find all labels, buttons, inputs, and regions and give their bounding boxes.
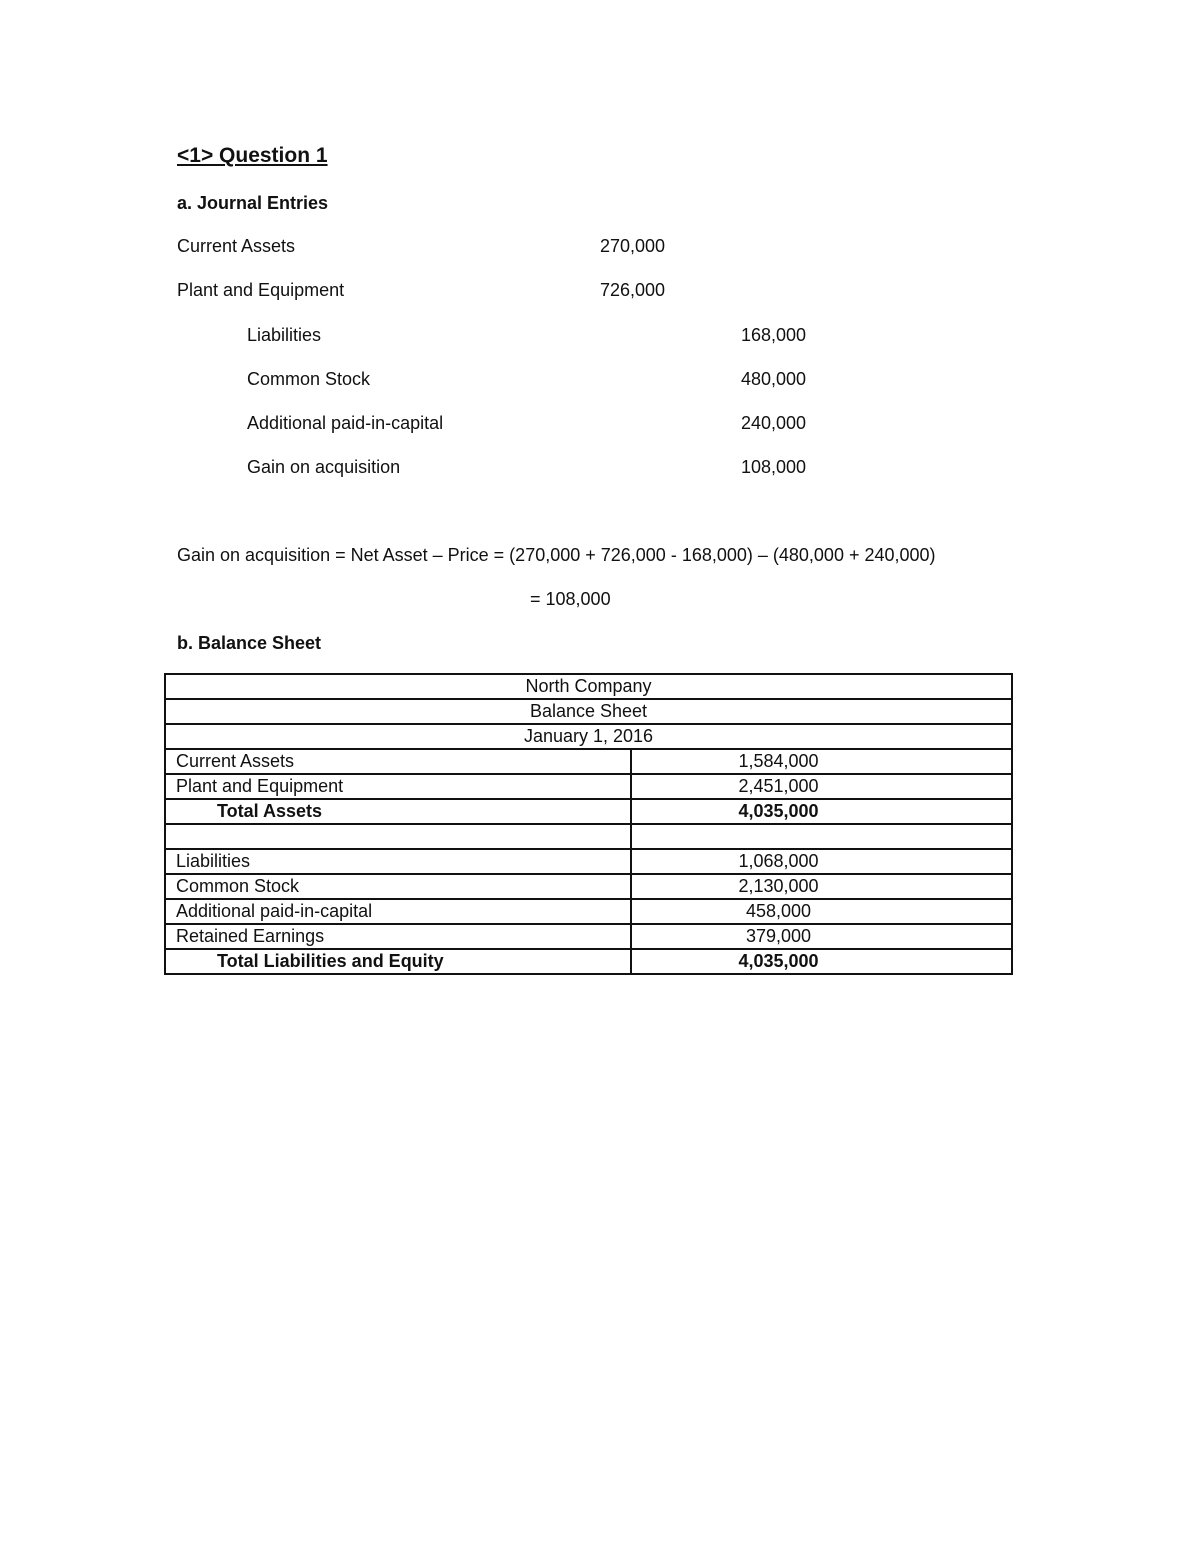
bs-row-label <box>165 824 631 849</box>
je-account: Current Assets <box>177 236 296 256</box>
table-row <box>165 924 1012 949</box>
table-row <box>165 774 1012 799</box>
balance-sheet-table <box>164 673 1013 975</box>
je-account: Gain on acquisition <box>247 457 401 477</box>
bs-total-liab-equity-label: Total Liabilities and Equity <box>165 949 631 974</box>
question-title: <1> Question 1 <box>177 144 328 167</box>
table-row <box>165 749 1012 774</box>
bs-row-value: 1,068,000 <box>631 849 1012 874</box>
table-row <box>165 849 1012 874</box>
table-row <box>165 824 1012 849</box>
bs-row-value: 1,584,000 <box>631 749 1012 774</box>
bs-row-value <box>631 824 1012 849</box>
bs-row-label: Plant and Equipment <box>165 774 631 799</box>
bs-date: January 1, 2016 <box>165 724 1012 749</box>
bs-total-assets-label: Total Assets <box>165 799 631 824</box>
gain-formula-line1: Gain on acquisition = Net Asset – Price = (270,000 + 726,000 - 168,000) – (480,000 + 240,000) <box>177 545 936 565</box>
bs-row-label: Current Assets <box>165 749 631 774</box>
je-account: Plant and Equipment <box>177 280 345 300</box>
bs-row-label: Additional paid-in-capital <box>165 899 631 924</box>
gain-formula-line2: = 108,000 <box>530 589 611 609</box>
bs-row-value: 2,451,000 <box>631 774 1012 799</box>
je-debit: 270,000 <box>600 236 666 256</box>
je-account: Common Stock <box>247 369 371 389</box>
bs-row-value: 379,000 <box>631 924 1012 949</box>
je-credit: 168,000 <box>741 325 807 345</box>
table-row <box>165 799 1012 824</box>
section-b-heading: b. Balance Sheet <box>177 633 322 653</box>
bs-row-label: Retained Earnings <box>165 924 631 949</box>
bs-total-liab-equity-value: 4,035,000 <box>631 949 1012 974</box>
table-row <box>165 949 1012 974</box>
bs-row-value: 458,000 <box>631 899 1012 924</box>
bs-company: North Company <box>165 674 1012 699</box>
je-credit: 480,000 <box>741 369 807 389</box>
je-credit: 108,000 <box>741 457 807 477</box>
section-a-heading: a. Journal Entries <box>177 193 329 213</box>
table-row <box>165 899 1012 924</box>
bs-row-label: Common Stock <box>165 874 631 899</box>
je-credit: 240,000 <box>741 413 807 433</box>
bs-title: Balance Sheet <box>165 699 1012 724</box>
bs-row-value: 2,130,000 <box>631 874 1012 899</box>
bs-row-label: Liabilities <box>165 849 631 874</box>
table-row <box>165 874 1012 899</box>
je-account: Liabilities <box>247 325 322 345</box>
bs-total-assets-value: 4,035,000 <box>631 799 1012 824</box>
je-debit: 726,000 <box>600 280 666 300</box>
je-account: Additional paid-in-capital <box>247 413 444 433</box>
